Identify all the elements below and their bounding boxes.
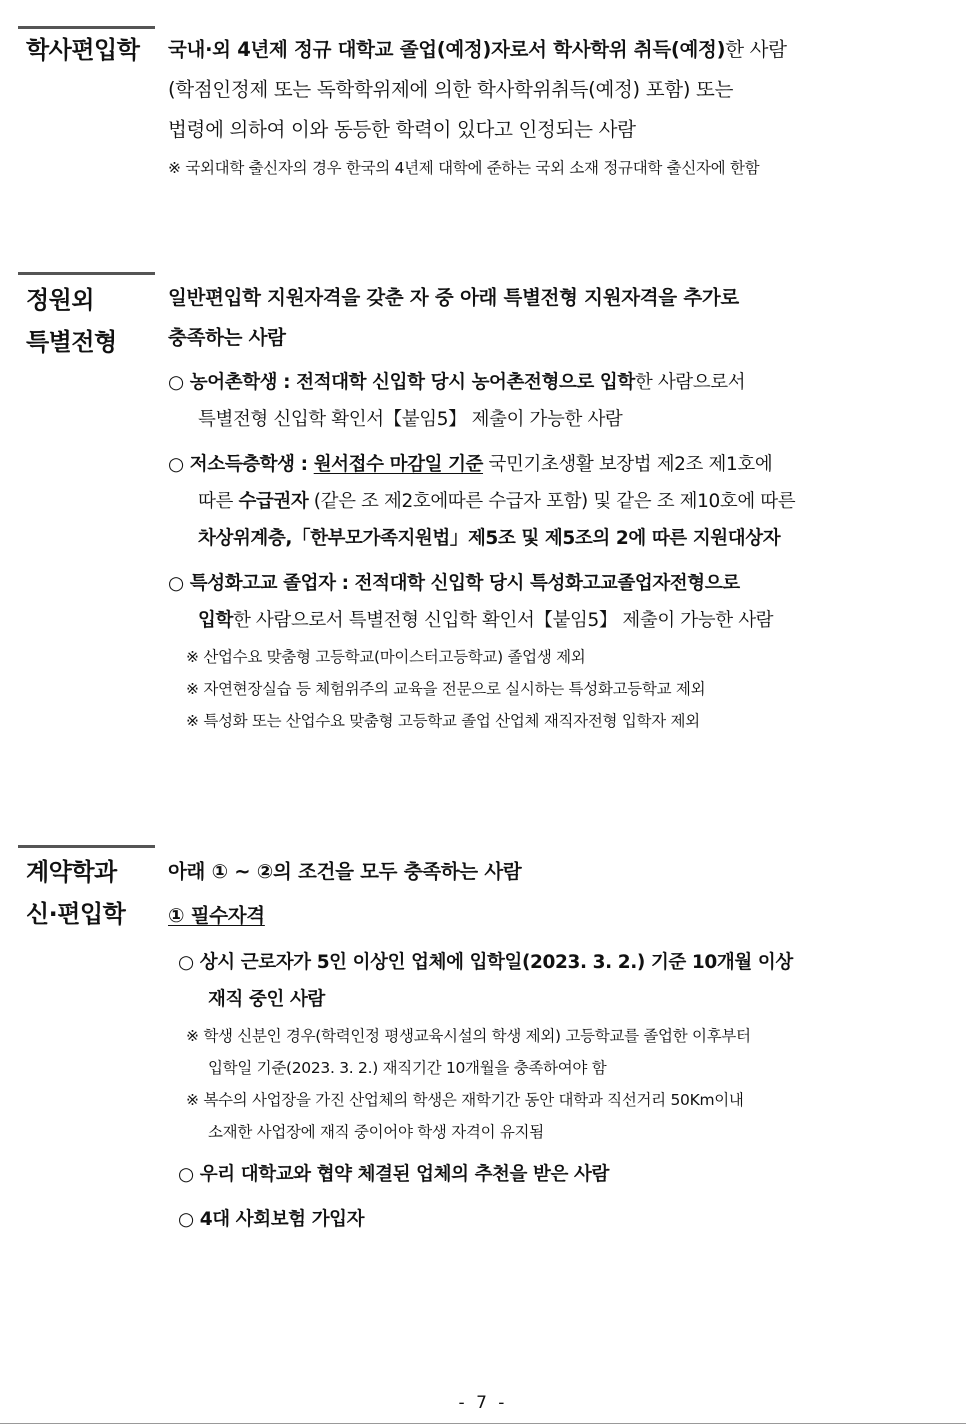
note: ※ 국외대학 출신자의 경우 한국의 4년제 대학에 준하는 국외 소재 정규대학 출신자에 한함 xyxy=(168,159,760,177)
section-content xyxy=(168,30,908,184)
list-item: ○ 특성화고교 졸업자 : 전적대학 신입학 당시 특성화고교졸업자전형으로 xyxy=(168,573,740,594)
section-label: 학사편입학 xyxy=(26,36,140,64)
note: 소재한 사업장에 재직 중이어야 학생 자격이 유지됨 xyxy=(208,1123,544,1141)
page-number: - 7 - xyxy=(458,1393,508,1413)
list-item: 특별전형 신입학 확인서【붙임5】 제출이 가능한 사람 xyxy=(198,409,623,430)
note: 입학일 기준(2023. 3. 2.) 재직기간 10개월을 충족하여야 함 xyxy=(208,1059,607,1077)
section-content xyxy=(168,852,908,1238)
note: ※ 학생 신분인 경우(학력인정 평생교육시설의 학생 제외) 고등학교를 졸업한 이후부터 xyxy=(186,1027,751,1045)
list-item: ○ 농어촌학생 : 전적대학 신입학 당시 농어촌전형으로 입학한 사람으로서 xyxy=(168,372,746,393)
section-label: 특별전형 xyxy=(26,328,117,356)
sub-heading: ① 필수자격 xyxy=(168,904,265,927)
requirement-line: 국내·외 4년제 정규 대학교 졸업(예정)자로서 학사학위 취득(예정)한 사람 xyxy=(168,38,787,61)
note: ※ 복수의 사업장을 가진 산업체의 학생은 재학기간 동안 대학과 직선거리 50Km이내 xyxy=(186,1091,744,1109)
requirement-line: (학점인정제 또는 독학학위제에 의한 학사학위취득(예정) 포함) 또는 xyxy=(168,78,734,101)
section-content xyxy=(168,278,908,737)
list-item: ○ 우리 대학교와 협약 체결된 업체의 추천을 받은 사람 xyxy=(178,1164,609,1185)
page-bottom-divider xyxy=(0,1423,966,1424)
list-item: ○ 4대 사회보험 가입자 xyxy=(178,1209,365,1230)
intro-line: 일반편입학 지원자격을 갖춘 자 중 아래 특별전형 지원자격을 추가로 xyxy=(168,286,739,309)
section-label: 계약학과 xyxy=(26,858,117,886)
list-item: 입학한 사람으로서 특별전형 신입학 확인서【붙임5】 제출이 가능한 사람 xyxy=(198,610,774,631)
list-item: 차상위계층,「한부모가족지원법」제5조 및 제5조의 2에 따른 지원대상자 xyxy=(198,528,781,549)
section-label: 신·편입학 xyxy=(26,900,126,928)
note: ※ 산업수요 맞춤형 고등학교(마이스터고등학교) 졸업생 제외 xyxy=(186,648,586,666)
section-divider xyxy=(18,272,155,275)
intro-line: 아래 ① ~ ②의 조건을 모두 충족하는 사람 xyxy=(168,860,522,883)
list-item: ○ 상시 근로자가 5인 이상인 업체에 입학일(2023. 3. 2.) 기준 10개월 이상 xyxy=(178,952,793,973)
section-divider xyxy=(18,845,155,848)
list-item: 따른 수급권자 (같은 조 제2호에따른 수급자 포함) 및 같은 조 제10호에 따른 xyxy=(198,491,796,512)
list-item: ○ 저소득층학생 : 원서접수 마감일 기준 국민기초생활 보장법 제2조 제1호에 xyxy=(168,454,773,475)
list-item: 재직 중인 사람 xyxy=(208,989,325,1010)
section-divider xyxy=(18,26,155,29)
note: ※ 특성화 또는 산업수요 맞춤형 고등학교 졸업 산업체 재직자전형 입학자 제외 xyxy=(186,712,700,730)
intro-line: 충족하는 사람 xyxy=(168,326,286,349)
section-label: 정원외 xyxy=(26,286,95,314)
requirement-line: 법령에 의하여 이와 동등한 학력이 있다고 인정되는 사람 xyxy=(168,118,636,141)
note: ※ 자연현장실습 등 체험위주의 교육을 전문으로 실시하는 특성화고등학교 제외 xyxy=(186,680,706,698)
